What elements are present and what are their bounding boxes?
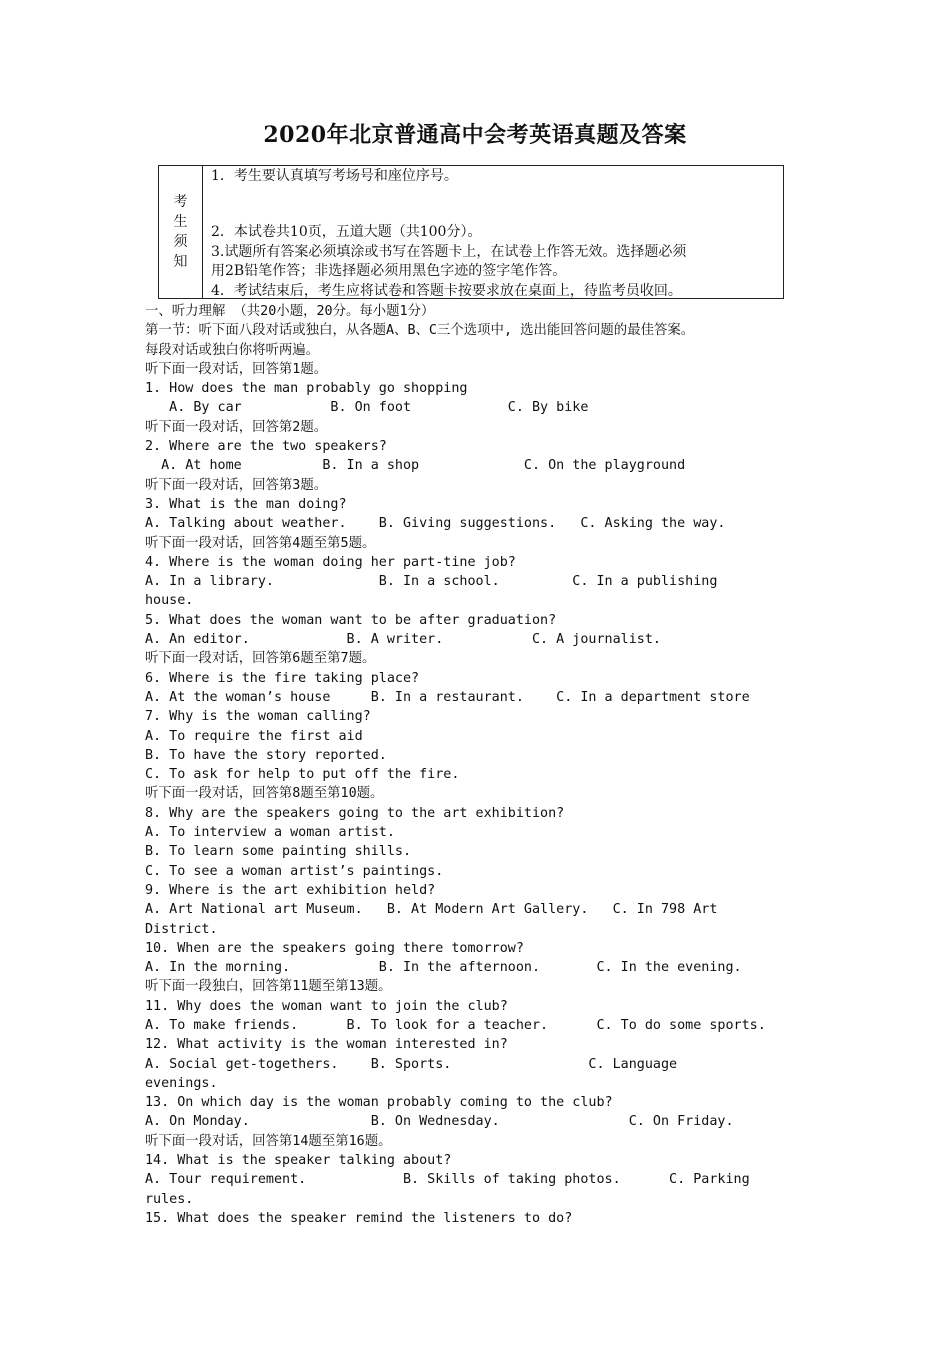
text-line: 14. What is the speaker talking about? — [145, 1153, 452, 1169]
text-line: A. In the morning. B. In the afternoon. C. In the evening. — [145, 960, 742, 976]
notice-rule-3-cont: 用2B铅笔作答；非选择题必须用黑色字迹的签字笔作答。 — [211, 263, 567, 279]
text-line: 听下面一段对话，回答第8题至第10题。 — [145, 786, 384, 802]
notice-label — [159, 166, 203, 298]
text-line: house. — [145, 593, 194, 609]
text-line: 听下面一段独白，回答第11题至第13题。 — [145, 979, 392, 995]
text-line: B. To learn some painting shills. — [145, 844, 412, 860]
notice-rule-1: 1．考生要认真填写考场号和座位序号。 — [211, 168, 458, 184]
exam-notice-table — [158, 165, 784, 299]
text-line: 6. Where is the fire taking place? — [145, 670, 420, 686]
text-line: A. Tour requirement. B. Skills of taking photos. C. Parking — [145, 1172, 750, 1188]
text-line: 听下面一段对话，回答第3题。 — [145, 477, 328, 493]
text-line: A. At home B. In a shop C. On the playground — [145, 458, 686, 474]
text-line: A. Art National art Museum. B. At Modern Art Gallery. C. In 798 Art — [145, 902, 718, 918]
text-line: 3. What is the man doing? — [145, 496, 347, 512]
notice-rule-3: 3.试题所有答案必须填涂或书写在答题卡上，在试卷上作答无效。选择题必须 — [211, 244, 687, 260]
text-line: District. — [145, 921, 218, 937]
notice-rule-4: 4．考试结束后，考生应将试卷和答题卡按要求放在桌面上，待监考员收回。 — [211, 283, 682, 299]
notice-label-char: 生 — [173, 214, 188, 230]
text-line: 听下面一段对话，回答第6题至第7题。 — [145, 651, 376, 667]
text-line: 13. On which day is the woman probably coming to the club? — [145, 1095, 613, 1111]
text-line: 2. Where are the two speakers? — [145, 439, 387, 455]
text-line: 第一节：听下面八段对话或独白，从各题A、B、C三个选项中, 选出能回答问题的最佳答案。 — [145, 323, 695, 339]
text-line: 听下面一段对话，回答第1题。 — [145, 361, 328, 377]
text-line: 7. Why is the woman calling? — [145, 709, 371, 725]
text-line: 每段对话或独白你将听两遍。 — [145, 342, 320, 358]
notice-rule-2: 2．本试卷共10页，五道大题（共100分）。 — [211, 224, 482, 240]
text-line: 5. What does the woman want to be after graduation? — [145, 612, 557, 628]
text-line: 听下面一段对话，回答第14题至第16题。 — [145, 1133, 392, 1149]
text-line: A. To interview a woman artist. — [145, 825, 395, 841]
text-line: 听下面一段对话，回答第2题。 — [145, 419, 328, 435]
text-line: 10. When are the speakers going there tomorrow? — [145, 940, 524, 956]
text-line: rules. — [145, 1191, 194, 1207]
text-line: A. To require the first aid — [145, 728, 363, 744]
text-line: 12. What activity is the woman interested in? — [145, 1037, 508, 1053]
notice-label-char: 考 — [173, 194, 188, 210]
notice-label-char: 须 — [173, 234, 188, 250]
text-line: A. Talking about weather. B. Giving suggestions. C. Asking the way. — [145, 516, 726, 532]
text-line: 4. Where is the woman doing her part-tine job? — [145, 554, 516, 570]
text-line: 1. How does the man probably go shopping — [145, 381, 468, 397]
text-line: 听下面一段对话，回答第4题至第5题。 — [145, 535, 376, 551]
text-line: A. By car B. On foot C. By bike — [145, 400, 589, 416]
text-line: A. On Monday. B. On Wednesday. C. On Friday. — [145, 1114, 734, 1130]
text-line: 11. Why does the woman want to join the club? — [145, 998, 508, 1014]
text-line: 一、听力理解 （共20小题，20分。每小题1分） — [145, 304, 435, 319]
text-line: A. An editor. B. A writer. C. A journalist. — [145, 632, 661, 648]
text-line: 8. Why are the speakers going to the art exhibition? — [145, 805, 565, 821]
document-title: 2020年北京普通高中会考英语真题及答案 — [263, 122, 687, 148]
text-line: B. To have the story reported. — [145, 747, 387, 763]
text-line: A. At the woman’s house B. In a restaurant. C. In a department store — [145, 689, 750, 705]
text-line: C. To see a woman artist’s paintings. — [145, 863, 444, 879]
listening-section — [145, 302, 825, 1228]
text-line: A. Social get-togethers. B. Sports. C. Language — [145, 1056, 678, 1072]
text-line: C. To ask for help to put off the fire. — [145, 767, 460, 783]
text-line: A. To make friends. B. To look for a teacher. C. To do some sports. — [145, 1017, 766, 1033]
notice-label-char: 知 — [173, 254, 188, 270]
text-line: 15. What does the speaker remind the listeners to do? — [145, 1210, 573, 1226]
text-line: evenings. — [145, 1075, 218, 1091]
text-line: A. In a library. B. In a school. C. In a publishing — [145, 574, 718, 590]
text-line: 9. Where is the art exhibition held? — [145, 882, 436, 898]
